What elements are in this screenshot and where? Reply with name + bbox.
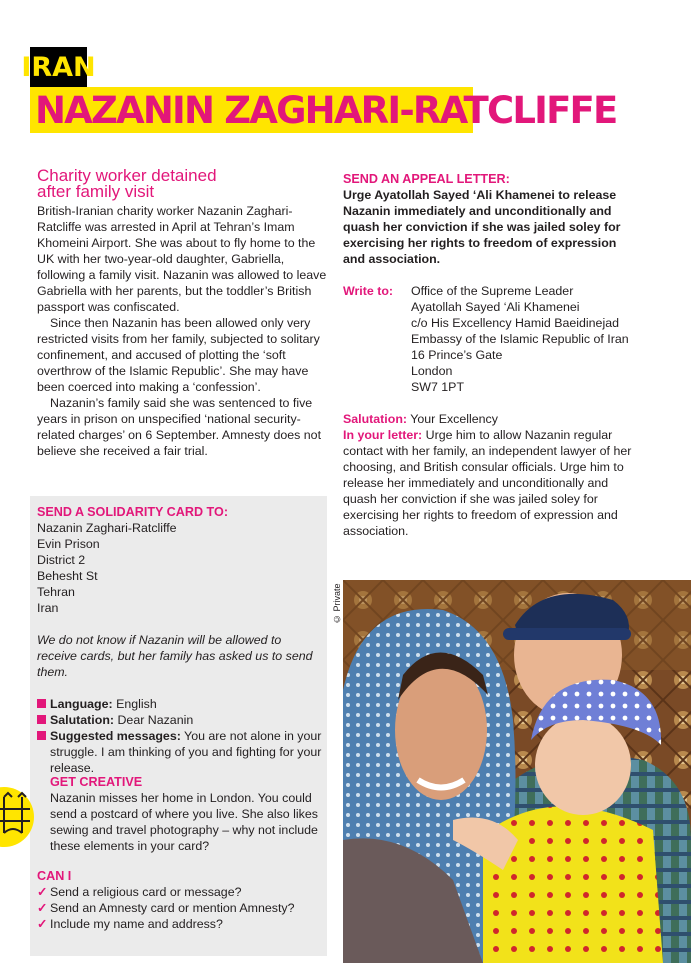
- can-i-item-text: Include my name and address?: [50, 917, 223, 931]
- write-to-block: [343, 283, 635, 395]
- appeal-letter-text: [343, 427, 635, 539]
- story-paragraph: Nazanin’s family said she was sentenced to five years in prison on unspecified ‘national security-related charges’ on 6 September. Amnesty does not believe she received a fair trial.: [37, 396, 322, 458]
- square-bullet-icon: [37, 731, 46, 740]
- write-to-label: Write to:: [343, 284, 394, 298]
- appeal-intro: Urge Ayatollah Sayed ‘Ali Khamenei to release Nazanin immediately and unconditionally and quash her conviction if she was jailed soley for exercising her rights to freedom of expression and association.: [343, 188, 621, 266]
- address-line: Embassy of the Islamic Republic of Iran: [411, 332, 629, 346]
- checkmark-icon: ✓: [37, 885, 48, 899]
- address-line: London: [411, 364, 453, 378]
- checkmark-icon: ✓: [37, 917, 48, 931]
- detail-value: You are not alone in your struggle. I am thinking of you and fighting for your release.: [50, 729, 322, 775]
- creative-section: [50, 774, 322, 854]
- address-line: Nazanin Zaghari-Ratcliffe: [37, 521, 177, 535]
- list-item: [37, 884, 322, 900]
- letter-label: In your letter:: [343, 428, 423, 442]
- story-title-line-1: Charity worker detained: [37, 166, 217, 185]
- address-line: Tehran: [37, 585, 75, 599]
- list-item: [37, 728, 322, 776]
- appeal-heading: SEND AN APPEAL LETTER:: [343, 172, 510, 186]
- family-photo: [343, 580, 691, 963]
- page-title: NAZANIN ZAGHARI-RATCLIFFE: [30, 87, 473, 133]
- story-body: [37, 203, 329, 459]
- list-item: [37, 712, 322, 728]
- address-line: c/o His Excellency Hamid Baeidinejad: [411, 316, 619, 330]
- solidarity-note: We do not know if Nazanin will be allowed to receive cards, but her family has asked us to send them.: [37, 633, 313, 679]
- address-line: Iran: [37, 601, 59, 615]
- list-item: [37, 916, 322, 932]
- can-i-item-text: Send an Amnesty card or mention Amnesty?: [50, 901, 295, 915]
- story-paragraph: Since then Nazanin has been allowed only very restricted visits from her family, subjected to solitary confinement, and accused of plotting the ‘soft overthrow of the Islamic Republic’. She may have been coerced into making a ‘confession’.: [37, 316, 320, 394]
- can-i-item-text: Send a religious card or message?: [50, 885, 242, 899]
- letter-text: Urge him to allow Nazanin regular contact with her family, an independent lawyer of her choosing, and British consular officials. Urge him to release her immediately and unconditionally and quash her conviction if she was jailed soley for exercising her rights to freedom of expression and association.: [343, 428, 632, 538]
- list-item: [37, 900, 322, 916]
- detail-label: Suggested messages:: [50, 729, 181, 743]
- address-line: Behesht St: [37, 569, 98, 583]
- checkmark-icon: ✓: [37, 901, 48, 915]
- story-title: [37, 168, 317, 200]
- address-line: Ayatollah Sayed ‘Ali Khamenei: [411, 300, 580, 314]
- story-paragraph: British-Iranian charity worker Nazanin Zaghari-Ratcliffe was arrested in April at Tehran’s Imam Khomeini Airport. She was about to fly home to the UK with her two-year-old daughter, Gabriella, following a family visit. Nazanin was allowed to leave Gabriella with her parents, but the toddler’s British passport was confiscated.: [37, 204, 327, 314]
- creative-text: Nazanin misses her home in London. You could send a postcard of where you live. She also likes sewing and travel photography – why not include these elements in your card?: [50, 791, 318, 853]
- detail-label: Language:: [50, 697, 113, 711]
- can-i-list: [37, 884, 322, 932]
- card-details-list: [37, 696, 322, 776]
- address-line: SW7 1PT: [411, 380, 465, 394]
- salutation-value: Your Excellency: [407, 412, 498, 426]
- photo-credit: © Private: [332, 583, 342, 625]
- country-label: IRAN: [30, 47, 87, 87]
- appeal-salutation: [343, 411, 635, 427]
- square-bullet-icon: [37, 715, 46, 724]
- appeal-section: [343, 171, 635, 539]
- can-i-heading: CAN I: [37, 869, 72, 883]
- write-to-address: [411, 283, 629, 395]
- solidarity-section: [37, 504, 322, 776]
- address-line: Evin Prison: [37, 537, 100, 551]
- salutation-label: Salutation:: [343, 412, 408, 426]
- list-item: [37, 696, 322, 712]
- address-line: Office of the Supreme Leader: [411, 284, 574, 298]
- detail-label: Salutation:: [50, 713, 115, 727]
- tower-bridge-icon: [0, 787, 38, 847]
- family-photo-illustration: [343, 580, 691, 963]
- square-bullet-icon: [37, 699, 46, 708]
- story-title-line-2: after family visit: [37, 182, 155, 201]
- solidarity-heading: SEND A SOLIDARITY CARD TO:: [37, 505, 229, 519]
- can-i-section: [37, 868, 322, 932]
- address-line: District 2: [37, 553, 86, 567]
- solidarity-address: [37, 520, 322, 616]
- address-line: 16 Prince’s Gate: [411, 348, 503, 362]
- creative-heading: GET CREATIVE: [50, 775, 143, 789]
- detail-value: English: [112, 697, 157, 711]
- detail-value: Dear Nazanin: [114, 713, 194, 727]
